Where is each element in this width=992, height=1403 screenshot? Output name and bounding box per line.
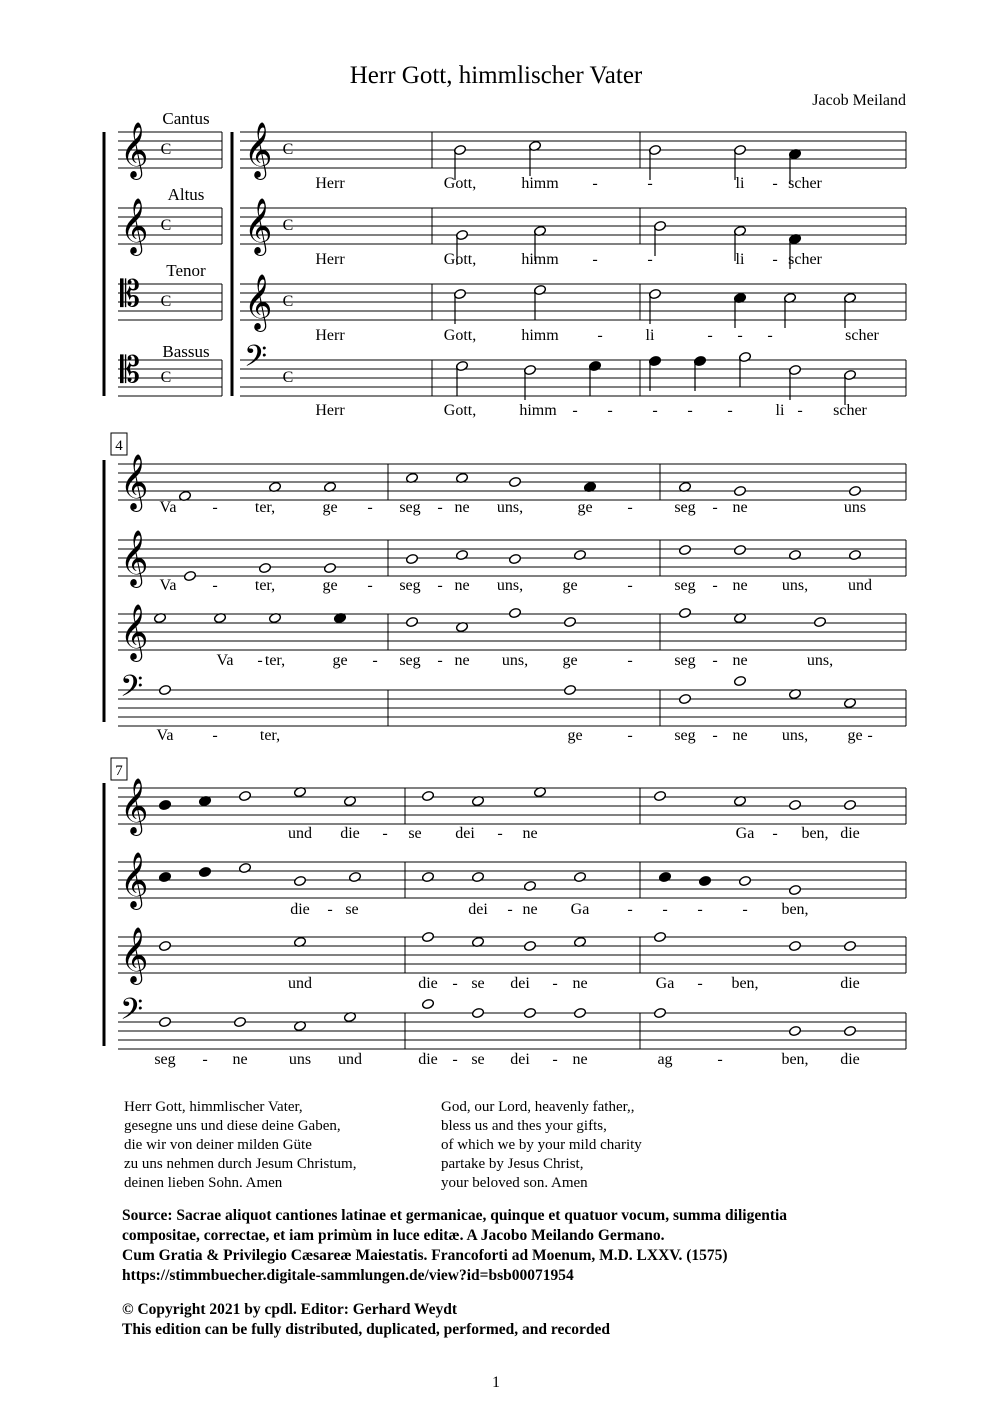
lyric-syllable: - [452,975,458,992]
lyric-syllable: ag [657,1051,673,1068]
lyric-syllable: - [327,901,333,918]
note-head [848,549,861,560]
lyric-syllable: li [735,251,745,268]
lyric-syllable: ne [232,1051,248,1068]
lyric-syllable: uns, [781,727,809,744]
treble-clef-icon: 𝄞 [244,198,273,254]
note-head [788,940,801,951]
note-head [323,562,336,573]
treble-clef-icon: 𝄞 [244,122,273,178]
lyric-syllable: seg [674,652,696,669]
lyric-syllable: - [367,577,373,594]
lyric-syllable: uns, [496,499,524,516]
lyric-syllable: dei [510,975,530,992]
piece-title: Herr Gott, himmlischer Vater [349,62,643,89]
note-head [158,684,171,695]
lyric-syllable: - [697,975,703,992]
copyright-line: © Copyright 2021 by cpdl. Editor: Gerhard Weydt [122,1301,458,1318]
lyric-syllable: - [597,327,603,344]
alto-clef-icon: 𝄡 [120,274,141,315]
lyric-syllable: und [848,577,872,594]
note-head [258,562,271,573]
lyric-syllable: ge [322,577,338,594]
note-head [678,544,691,555]
time-signature: C [160,217,172,234]
lyric-syllable: - [697,901,703,918]
note-head [813,616,826,627]
german-line: zu uns nehmen durch Jesum Christum, [124,1156,357,1172]
note-head [238,862,251,873]
lyric-syllable: und [288,975,312,992]
lyric-syllable: - [382,825,388,842]
german-line: Herr Gott, himmlischer Vater, [124,1099,303,1115]
treble-clef-icon: 𝄞 [120,122,149,178]
lyric-syllable: Gott, [443,402,477,419]
lyric-syllable: - [437,499,443,516]
lyric-syllable: seg [399,652,421,669]
note-head [421,790,434,801]
treble-clef-icon: 𝄞 [244,274,273,330]
note-head [471,1007,484,1018]
note-head [421,998,434,1009]
german-text [124,1098,356,1193]
page-number: 1 [492,1374,500,1391]
note-head [421,871,434,882]
lyric-syllable: li [735,175,745,192]
note-head [508,553,521,564]
lyric-syllable: die [290,901,310,918]
lyric-syllable: - [727,402,733,419]
note-head [843,799,856,810]
lyric-syllable: seg [399,577,421,594]
lyric-syllable: - [687,402,693,419]
german-line: die wir von deiner milden Güte [124,1137,312,1153]
lyric-syllable: ben, [731,975,759,992]
lyric-syllable: und [288,825,312,842]
lyric-syllable: Gott, [443,175,477,192]
note-head [738,875,751,886]
time-signature: C [282,141,294,158]
lyric-syllable: ben, [781,1051,809,1068]
source-line: compositae, correctae, et iam primùm in luce editæ. A Jacobo Meilando Germano. [122,1227,665,1244]
lyric-syllable: - [712,499,718,516]
license-line: This edition can be fully distributed, duplicated, performed, and recorded [122,1321,610,1338]
note-head [523,940,536,951]
lyric-syllable: - [772,251,778,268]
lyric-syllable: ge [577,499,593,516]
note-head [843,940,856,951]
note-head [238,790,251,801]
lyric-syllable: - [627,577,633,594]
lyric-syllable: - [627,499,633,516]
lyric-syllable: Herr [315,402,345,419]
lyric-syllable: die [840,825,860,842]
lyric-syllable: seg [674,499,696,516]
lyric-syllable: - [712,652,718,669]
lyric-syllable: himm [521,251,559,268]
alto-clef-icon: 𝄡 [120,350,141,391]
note-head [653,1007,666,1018]
copyright-note [122,1300,902,1340]
part-name: Cantus [162,109,210,128]
treble-clef-icon: 𝄞 [120,778,149,834]
note-head [158,799,171,810]
note-head [508,476,521,487]
lyric-syllable: - [212,499,218,516]
lyric-syllable: - [367,499,373,516]
lyric-syllable: - [592,175,598,192]
lyric-syllable: - [772,175,778,192]
note-head [158,940,171,951]
lyric-syllable: scher [845,327,879,344]
lyric-syllable: - [627,901,633,918]
lyric-syllable: seg [674,577,696,594]
composer-name: Jacob Meiland [812,92,906,109]
bass-clef-icon: 𝄢 [120,993,144,1034]
time-signature: C [160,141,172,158]
lyric-syllable: Va [159,499,177,516]
measure-number: 4 [115,438,123,454]
source-line: Cum Gratia & Privilegio Cæsareæ Maiestatis. Francoforti ad Moenum, M.D. LXXV. (1575) [122,1247,728,1264]
time-signature: C [282,293,294,310]
lyric-syllable: - [497,825,503,842]
note-head [563,616,576,627]
lyric-syllable: dei [510,1051,530,1068]
lyric-syllable: Gott, [443,251,477,268]
part-name: Altus [167,185,205,204]
lyric-syllable: - [737,327,743,344]
lyric-syllable: uns, [781,577,809,594]
lyric-syllable: - [712,727,718,744]
lyric-syllable: ne [732,577,748,594]
lyric-syllable: die [840,975,860,992]
note-head [563,684,576,695]
lyric-syllable: - [507,901,513,918]
lyric-syllable: ne [572,1051,588,1068]
lyric-syllable: - [742,901,748,918]
note-head [733,544,746,555]
treble-clef-icon: 𝄞 [120,852,149,908]
lyric-syllable: li [645,327,655,344]
lyric-syllable: ge [847,727,863,744]
lyric-syllable: se [471,975,485,992]
note-head [183,570,196,581]
lyric-syllable: ne [732,499,748,516]
lyric-syllable: ne [454,499,470,516]
time-signature: C [160,369,172,386]
part-name: Tenor [166,261,206,280]
english-text [441,1098,642,1193]
lyric-syllable: die [340,825,360,842]
note-head [653,931,666,942]
note-head [158,1016,171,1027]
note-head [678,607,691,618]
lyric-syllable: seg [399,499,421,516]
note-head [348,871,361,882]
note-head [158,871,171,882]
lyric-syllable: uns, [496,577,524,594]
lyric-syllable: - [647,175,653,192]
english-line: God, our Lord, heavenly father,, [441,1099,635,1115]
lyric-syllable: dei [455,825,475,842]
lyric-syllable: - [437,577,443,594]
time-signature: C [282,369,294,386]
lyric-syllable: Herr [315,175,345,192]
note-head [653,790,666,801]
lyric-syllable: himm [521,175,559,192]
lyric-syllable: ge [332,652,348,669]
measure-number: 7 [115,763,123,779]
lyric-syllable: Va [159,577,177,594]
note-head [405,616,418,627]
lyric-syllable: - [552,1051,558,1068]
lyric-syllable: ter, [254,499,276,516]
source-url: https://stimmbuecher.digitale-sammlungen.de/view?id=bsb00071954 [122,1267,574,1284]
lyric-syllable: - [712,577,718,594]
lyric-syllable: uns, [501,652,529,669]
lyric-syllable: Ga [570,901,590,918]
note-head [405,553,418,564]
lyric-syllable: uns [288,1051,312,1068]
lyric-syllable: Herr [315,327,345,344]
lyric-syllable: uns, [806,652,834,669]
lyric-syllable: ben, [801,825,829,842]
english-line: bless us and thes your gifts, [441,1118,607,1134]
note-head [698,875,711,886]
note-head [848,485,861,496]
lyric-syllable: uns [843,499,867,516]
english-line: partake by Jesus Christ, [441,1156,584,1172]
lyric-syllable: - [437,652,443,669]
lyric-syllable: - [767,327,773,344]
english-line: your beloved son. Amen [441,1175,588,1191]
lyric-syllable: himm [519,402,557,419]
note-head [523,880,536,891]
lyric-syllable: - [867,727,873,744]
lyric-syllable: - [647,251,653,268]
lyric-syllable: ter, [264,652,286,669]
time-signature: C [160,293,172,310]
treble-clef-icon: 𝄞 [120,604,149,660]
lyric-syllable: und [338,1051,362,1068]
lyric-syllable: Ga [735,825,755,842]
lyric-syllable: Gott, [443,327,477,344]
lyric-syllable: - [257,652,263,669]
note-head [573,1007,586,1018]
lyric-syllable: seg [154,1051,176,1068]
bass-clef-icon: 𝄢 [244,340,268,381]
lyric-syllable: se [345,901,359,918]
note-head [733,485,746,496]
german-line: gesegne uns und diese deine Gaben, [124,1118,341,1134]
lyric-syllable: - [372,652,378,669]
lyric-syllable: Ga [655,975,675,992]
lyric-syllable: - [212,577,218,594]
lyric-syllable: - [202,1051,208,1068]
lyric-syllable: - [592,251,598,268]
treble-clef-icon: 𝄞 [120,530,149,586]
lyric-syllable: die [840,1051,860,1068]
lyric-syllable: ne [732,652,748,669]
note-head [293,875,306,886]
lyric-syllable: scher [788,175,822,192]
note-head [233,1016,246,1027]
lyric-syllable: - [607,402,613,419]
english-line: of which we by your mild charity [441,1137,642,1153]
treble-clef-icon: 𝄞 [120,198,149,254]
lyric-syllable: - [627,652,633,669]
lyric-syllable: ter, [259,727,281,744]
note-head [678,693,691,704]
time-signature: C [282,217,294,234]
lyric-syllable: - [772,825,778,842]
note-head [788,884,801,895]
lyric-syllable: - [652,402,658,419]
note-head [788,799,801,810]
lyric-syllable: Va [156,727,174,744]
lyric-syllable: ne [454,652,470,669]
lyric-syllable: ge [562,577,578,594]
note-head [573,871,586,882]
lyric-syllable: ne [522,901,538,918]
note-head [843,1025,856,1036]
lyric-syllable: die [418,1051,438,1068]
note-head [421,931,434,942]
note-head [573,549,586,560]
note-head [788,549,801,560]
source-line: Source: Sacrae aliquot cantiones latinae et germanicae, quinque et quatuor vocum, summa diligentia [122,1207,788,1224]
lyric-syllable: ter, [254,577,276,594]
lyric-syllable: scher [833,402,867,419]
lyric-syllable: Herr [315,251,345,268]
source-note [122,1206,902,1286]
lyric-syllable: ne [572,975,588,992]
german-line: deinen lieben Sohn. Amen [124,1175,283,1191]
lyric-syllable: ge [567,727,583,744]
lyric-syllable: ne [522,825,538,842]
lyric-syllable: ne [454,577,470,594]
lyric-syllable: se [408,825,422,842]
note-head [523,1007,536,1018]
lyric-syllable: himm [521,327,559,344]
note-head [788,1025,801,1036]
note-head [455,549,468,560]
lyric-syllable: dei [468,901,488,918]
lyric-syllable: - [662,901,668,918]
lyric-syllable: - [717,1051,723,1068]
treble-clef-icon: 𝄞 [120,454,149,510]
lyric-syllable: - [212,727,218,744]
lyric-syllable: - [552,975,558,992]
bass-clef-icon: 𝄢 [120,670,144,711]
lyric-syllable: ge [322,499,338,516]
lyric-syllable: - [797,402,803,419]
lyric-syllable: ne [732,727,748,744]
lyric-syllable: se [471,1051,485,1068]
lyric-syllable: - [452,1051,458,1068]
lyric-syllable: scher [788,251,822,268]
note-head [733,675,746,686]
lyric-syllable: seg [674,727,696,744]
lyric-syllable: ge [562,652,578,669]
note-head [471,871,484,882]
note-head [658,871,671,882]
lyric-syllable: - [627,727,633,744]
note-head [508,607,521,618]
lyric-syllable: - [572,402,578,419]
lyric-syllable: - [707,327,713,344]
lyric-syllable: die [418,975,438,992]
part-name: Bassus [162,342,210,361]
treble-clef-icon: 𝄞 [120,927,149,983]
note-head [198,866,211,877]
lyric-syllable: li [775,402,785,419]
lyric-syllable: Va [216,652,234,669]
lyric-syllable: ben, [781,901,809,918]
